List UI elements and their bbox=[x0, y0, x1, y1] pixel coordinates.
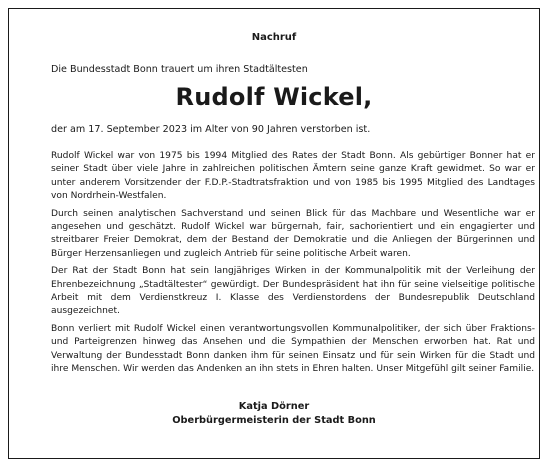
signer-name: Katja Dörner bbox=[238, 401, 310, 412]
obituary-paragraph-3: Der Rat der Stadt Bonn hat sein langjähriges Wirken in der Kommunalpolitik mit der Verleihung der Ehrenbezeichnung „Stadtältester“ gewürdigt. Der Bundespräsident hat ihn für seine vielseitige politische Arbeit mit dem Verdienstkreuz I. Klasse des Verdienstordens der Bundesrepublik Deutschland ausgezeichnet. bbox=[51, 266, 535, 317]
obituary-body bbox=[51, 150, 535, 381]
obituary-paragraph-4: Bonn verliert mit Rudolf Wickel einen verantwortungsvollen Kommunalpolitiker, der sich über Fraktions- und Parteigrenzen hinweg das Ansehen und die Sympathien der Menschen erworben hat. Rat und Verwaltung der Bundesstadt Bonn danken ihm für seinen Einsatz und für sein Wirken für die Stadt und ihre Menschen. Wir werden das Andenken an ihn stets in Ehren halten. Unser Mitgefühl gilt seiner Familie. bbox=[51, 323, 535, 375]
notice-frame bbox=[8, 8, 540, 459]
death-line: der am 17. September 2023 im Alter von 90 Jahren verstorben ist. bbox=[51, 124, 371, 135]
obituary-paragraph-2: Durch seinen analytischen Sachverstand und seinen Blick für das Machbare und Wesentliche war er angesehen und geschätzt. Rudolf Wickel war bürgernah, fair, sachorientiert und ein engagierter und streitbarer Freier Demokrat, dem der Bestand der Demokratie und die Anliegen der Bürgerinnen und Bürger Herzensanliegen und zugleich Antrieb für seine politische Arbeit waren. bbox=[51, 208, 535, 259]
signer-title: Oberbürgermeisterin der Stadt Bonn bbox=[172, 415, 376, 426]
notice-heading: Nachruf bbox=[251, 32, 297, 43]
deceased-name: Rudolf Wickel, bbox=[175, 83, 373, 111]
obituary-paragraph-1: Rudolf Wickel war von 1975 bis 1994 Mitglied des Rates der Stadt Bonn. Als gebürtiger Bonner hat er seiner Stadt über viele Jahre in zahlreichen politischen Ämtern seine ganze Kraft gewidmet. So war er unter anderem Vorsitzender der F.D.P.-Stadtratsfraktion und von 1985 bis 1995 Mitglied des Landtages von Nordrhein-Westfalen. bbox=[51, 151, 535, 202]
signature-block bbox=[9, 400, 539, 428]
intro-line: Die Bundesstadt Bonn trauert um ihren Stadtältesten bbox=[51, 64, 308, 75]
